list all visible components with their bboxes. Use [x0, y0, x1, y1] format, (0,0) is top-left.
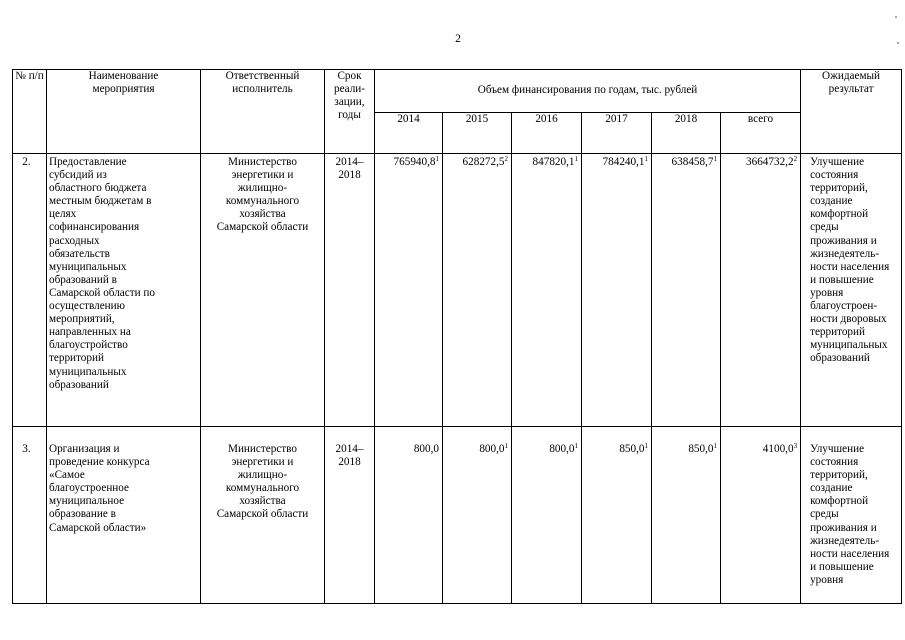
text-line: муниципальных	[49, 260, 127, 273]
value-number: 800,0	[479, 443, 505, 455]
text-line: софинансирования	[49, 221, 140, 234]
header-year-2015: 2015	[443, 113, 512, 154]
text-line: и повышение	[810, 273, 874, 286]
header-year-2016: 2016	[512, 113, 582, 154]
value-number: 765940,8	[393, 156, 436, 168]
text-line: уровня	[810, 286, 844, 299]
text-line: образований	[810, 352, 870, 365]
text-line: благоустроен-	[810, 300, 878, 313]
text-line: областного бюджета	[49, 182, 147, 195]
text-line: ности населения	[810, 547, 890, 560]
row-name	[47, 154, 201, 427]
text-line: жизнедеятель-	[810, 247, 880, 260]
header-num: № п/п	[13, 70, 47, 154]
text-line: Министерство	[228, 156, 297, 168]
header-year-2017: 2017	[582, 113, 652, 154]
text-line: состояния	[810, 169, 859, 182]
value-2014	[375, 427, 443, 604]
text-line: 2018	[338, 456, 361, 469]
text-line: Самарской области	[216, 221, 309, 234]
row-name	[47, 427, 201, 604]
text-line: 2014–	[335, 443, 364, 455]
footnote-mark: 1	[713, 442, 717, 450]
footnote-mark: 1	[504, 442, 508, 450]
value-2015	[443, 154, 512, 427]
text-line: проживания и	[810, 234, 877, 247]
footnote-mark: 1	[644, 155, 648, 163]
text-line: 2014–	[335, 156, 364, 168]
text-line: благоустройство	[49, 339, 128, 352]
text-line: жизнедеятель-	[810, 534, 880, 547]
text-line: Самарской области	[216, 508, 309, 521]
text-line: Улучшение	[810, 156, 865, 168]
value-number: 3664732,2	[746, 156, 794, 168]
scan-speck	[895, 16, 897, 18]
value-number: 638458,7	[671, 156, 714, 168]
text-line: комфортной	[810, 495, 869, 508]
header-year-2018: 2018	[652, 113, 721, 154]
row-number: 2.	[13, 154, 47, 427]
text-line: хозяйства	[239, 208, 286, 221]
value-number: 847820,1	[532, 156, 575, 168]
footnote-mark: 1	[713, 155, 717, 163]
text-line: Самарской области по	[49, 286, 155, 299]
text-line: среды	[810, 508, 839, 521]
text-line: местным бюджетам в	[49, 195, 152, 208]
text-line: жилищно-	[237, 182, 288, 195]
value-number: 628272,5	[462, 156, 505, 168]
text-line: и повышение	[810, 560, 874, 573]
header-executor: Ответственный исполнитель	[201, 70, 325, 154]
value-2017	[582, 154, 652, 427]
value-2016	[512, 154, 582, 427]
text-line: жилищно-	[237, 469, 288, 482]
text-line: территорий	[49, 352, 104, 365]
row-executor	[201, 154, 325, 427]
text-line: ности дворовых	[810, 313, 887, 326]
text-line: Министерство	[228, 443, 297, 455]
value-total	[721, 427, 801, 604]
text-line: энергетики и	[231, 169, 294, 182]
value-number: 4100,0	[762, 443, 794, 455]
row-number: 3.	[13, 427, 47, 604]
value-number: 850,0	[688, 443, 714, 455]
financing-table	[12, 69, 902, 604]
text-line: расходных	[49, 234, 100, 247]
header-term-line: зации,	[334, 96, 365, 109]
header-result: Ожидаемый результат	[801, 70, 902, 154]
header-row	[13, 70, 902, 113]
header-total: всего	[721, 113, 801, 154]
text-line: комфортной	[810, 208, 869, 221]
value-2015	[443, 427, 512, 604]
text-line: ности населения	[810, 260, 890, 273]
text-line: проживания и	[810, 521, 877, 534]
value-2016	[512, 427, 582, 604]
text-line: территорий,	[810, 469, 868, 482]
text-line: образование в	[49, 508, 116, 521]
text-line: территорий	[810, 326, 865, 339]
value-2017	[582, 427, 652, 604]
value-number: 800,0	[413, 443, 439, 455]
footnote-mark: 3	[793, 442, 798, 450]
footnote-mark: 2	[504, 155, 508, 163]
footnote-mark: 1	[644, 442, 648, 450]
footnote-mark: 1	[574, 442, 578, 450]
text-line: муниципальных	[810, 339, 888, 352]
text-line: среды	[810, 221, 839, 234]
row-term	[325, 154, 375, 427]
value-2018	[652, 427, 721, 604]
text-line: Самарской области»	[49, 521, 147, 534]
value-number: 850,0	[619, 443, 645, 455]
row-executor	[201, 427, 325, 604]
header-financing: Объем финансирования по годам, тыс. рублей	[375, 70, 801, 113]
value-number: 784240,1	[602, 156, 645, 168]
text-line: образований в	[49, 273, 117, 286]
header-term	[325, 70, 375, 154]
row-result	[801, 427, 902, 604]
text-line: муниципальное	[49, 495, 125, 508]
value-total	[721, 154, 801, 427]
header-name: Наименование мероприятия	[47, 70, 201, 154]
text-line: муниципальных	[49, 365, 127, 378]
footnote-mark: 2	[793, 155, 798, 163]
row-result	[801, 154, 902, 427]
text-line: субсидий из	[49, 169, 107, 182]
text-line: энергетики и	[231, 456, 294, 469]
value-2018	[652, 154, 721, 427]
footnote-mark: 1	[574, 155, 578, 163]
scan-speck	[897, 42, 899, 44]
text-line: Предоставление	[49, 156, 127, 168]
text-line: целях	[49, 208, 77, 221]
text-line: «Самое	[49, 469, 85, 482]
text-line: состояния	[810, 456, 859, 469]
text-line: проведение конкурса	[49, 456, 150, 469]
text-line: создание	[810, 482, 853, 495]
header-term-line: Срок	[337, 70, 362, 82]
header-year-2014: 2014	[375, 113, 443, 154]
text-line: мероприятий,	[49, 313, 115, 326]
text-line: направленных на	[49, 326, 131, 339]
header-term-line: реали-	[333, 83, 366, 96]
text-line: 2018	[338, 169, 361, 182]
text-line: создание	[810, 195, 853, 208]
text-line: образований	[49, 378, 109, 391]
header-term-line: годы	[338, 109, 361, 122]
value-number: 800,0	[549, 443, 575, 455]
text-line: Организация и	[49, 443, 120, 455]
text-line: территорий,	[810, 182, 868, 195]
table-row	[13, 154, 902, 427]
table-row	[13, 427, 902, 604]
page-number: 2	[455, 33, 461, 45]
text-line: хозяйства	[239, 495, 286, 508]
text-line: осуществлению	[49, 300, 126, 313]
row-term	[325, 427, 375, 604]
text-line: благоустроенное	[49, 482, 129, 495]
text-line: уровня	[810, 573, 844, 586]
text-line: коммунального	[225, 482, 300, 495]
footnote-mark: 1	[435, 155, 439, 163]
text-line: коммунального	[225, 195, 300, 208]
value-2014	[375, 154, 443, 427]
text-line: обязательств	[49, 247, 110, 260]
text-line: Улучшение	[810, 443, 865, 455]
